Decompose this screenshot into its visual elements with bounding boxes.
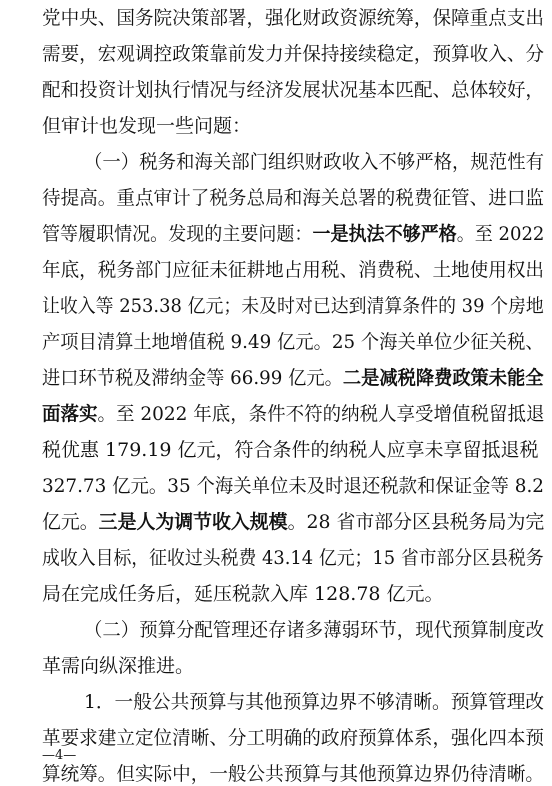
text-segment: 进口环节税及滞纳金等 66.99 亿元。 [42, 367, 343, 389]
text-segment: 产项目清算土地增值税 9.49 亿元。25 个海关单位少征关税、 [42, 331, 544, 353]
text-segment: 成收入目标，征收过头税费 43.14 亿元；15 省市部分区县税务 [42, 547, 544, 569]
text-line [42, 330, 544, 354]
text-line [42, 258, 544, 282]
text-segment: 。28 省市部分区县税务局为完 [287, 511, 545, 533]
text-segment: 但审计也发现一些问题： [42, 115, 252, 137]
bold-text-segment: 一是执法不够严格 [312, 223, 457, 245]
text-segment: 管等履职情况。发现的主要问题： [42, 223, 313, 245]
text-segment: 让收入等 253.38 亿元；未及时对已达到清算条件的 39 个房地 [42, 295, 544, 317]
text-segment: 需要，宏观调控政策靠前发力并保持接续稳定，预算收入、分 [42, 43, 545, 65]
text-segment: 革要求建立定位清晰、分工明确的政府预算体系，强化四本预 [42, 727, 545, 749]
text-segment: 327.73 亿元。35 个海关单位未及时退还税款和保证金等 8.2 [42, 475, 544, 497]
bold-text-segment: 二是减税降费政策未能全 [342, 367, 544, 389]
text-line [42, 294, 544, 318]
text-segment: 革需向纵深推进。 [42, 655, 195, 677]
text-line [42, 726, 544, 750]
text-line [84, 618, 544, 642]
text-segment: 配和投资计划执行情况与经济发展状况基本匹配、总体较好， [42, 79, 545, 101]
text-segment: 。至 2022 [456, 223, 545, 245]
text-segment: 党中央、国务院决策部署，强化财政资源统筹，保障重点支出 [42, 7, 545, 29]
text-line [42, 186, 544, 210]
text-segment: （二）预算分配管理还存诸多薄弱环节，现代预算制度改 [84, 619, 545, 641]
text-segment: 税优惠 179.19 亿元，符合条件的纳税人应享未享留抵退税 [42, 439, 539, 461]
text-line [42, 474, 544, 498]
text-line [42, 762, 544, 786]
text-segment: （一）税务和海关部门组织财政收入不够严格，规范性有 [84, 151, 545, 173]
text-segment: 。至 2022 年底，条件不符的纳税人享受增值税留抵退 [97, 403, 545, 425]
text-line [42, 546, 544, 570]
text-line [42, 222, 544, 246]
text-line [42, 582, 444, 606]
text-segment: 局在完成任务后，延压税款入库 128.78 亿元。 [42, 583, 444, 605]
text-line [84, 150, 544, 174]
text-line [42, 438, 539, 462]
text-line [42, 654, 194, 678]
text-line [42, 366, 544, 390]
text-segment: 1．一般公共预算与其他预算边界不够清晰。预算管理改 [84, 691, 545, 713]
bold-text-segment: 面落实 [42, 403, 98, 425]
text-line [42, 6, 544, 30]
text-line [42, 78, 544, 102]
text-line [42, 402, 544, 426]
text-line [84, 690, 544, 714]
text-segment: 待提高。重点审计了税务总局和海关总署的税费征管、进口监 [42, 187, 545, 209]
text-line [42, 114, 251, 138]
page-number: —4— [42, 748, 77, 763]
text-line [42, 510, 544, 534]
bold-text-segment: 三是人为调节收入规模 [98, 511, 288, 533]
text-line [42, 42, 544, 66]
text-segment: 算统筹。但实际中，一般公共预算与其他预算边界仍待清晰。 [42, 763, 545, 785]
text-segment: 年底，税务部门应征未征耕地占用税、消费税、土地使用权出 [42, 259, 545, 281]
text-segment: 亿元。 [42, 511, 99, 533]
